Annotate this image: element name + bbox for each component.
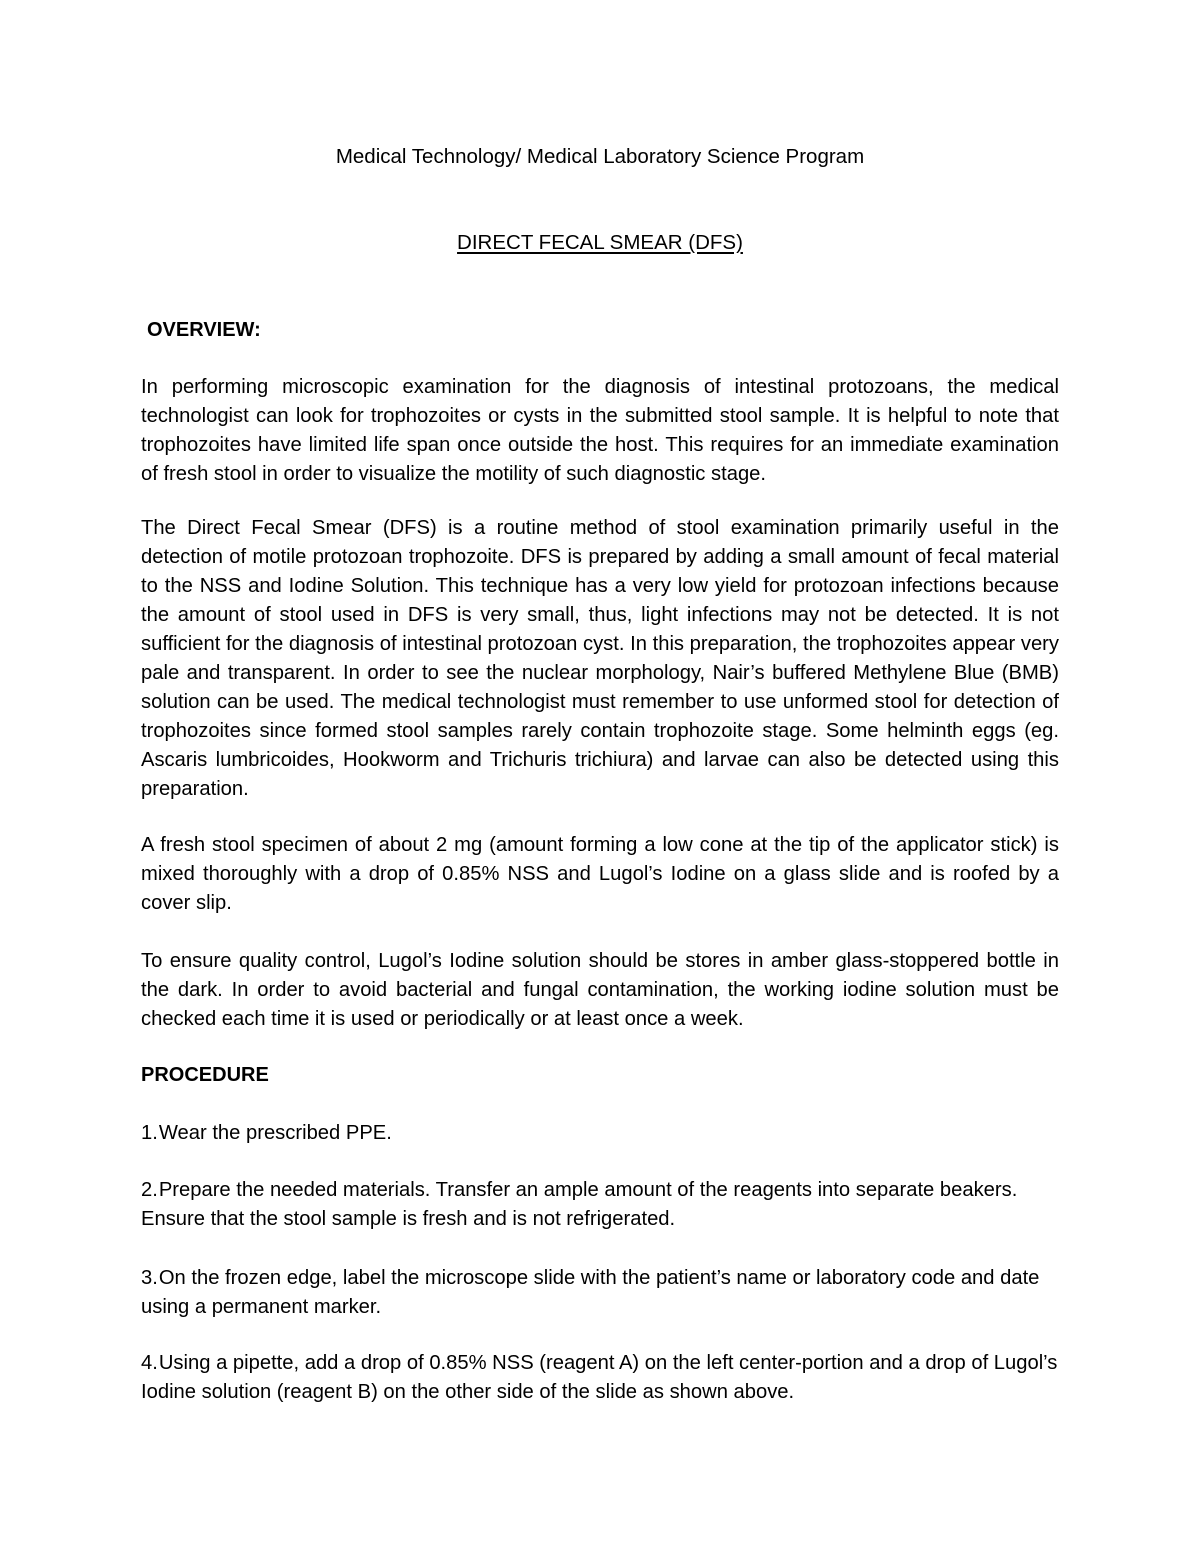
step-number: 1. xyxy=(141,1122,158,1144)
document-title: DIRECT FECAL SMEAR (DFS) xyxy=(457,231,743,254)
step-text: On the frozen edge, label the microscope slide with the patient’s name or laboratory code and date using a permanent marker. xyxy=(141,1267,1040,1318)
step-text: Using a pipette, add a drop of 0.85% NSS (reagent A) on the left center-portion and a drop of Lugol’s Iodine solution (reagent B) on the other side of the slide as shown above. xyxy=(141,1352,1058,1403)
overview-heading: OVERVIEW: xyxy=(147,319,261,341)
step-text: Prepare the needed materials. Transfer an ample amount of the reagents into separate beakers. Ensure that the stool sample is fresh and is not refrigerated. xyxy=(141,1179,1018,1230)
step-number: 3. xyxy=(141,1267,158,1289)
step-number: 2. xyxy=(141,1179,158,1201)
procedure-step-2 xyxy=(141,1176,1059,1234)
procedure-step-3 xyxy=(141,1264,1059,1322)
overview-paragraph-4: To ensure quality control, Lugol’s Iodine solution should be stores in amber glass-stoppered bottle in the dark. In order to avoid bacterial and fungal contamination, the working iodine solution must be checked each time it is used or periodically or at least once a week. xyxy=(141,950,1059,1030)
procedure-step-1 xyxy=(141,1119,1059,1148)
step-text: Wear the prescribed PPE. xyxy=(158,1122,392,1144)
program-title: Medical Technology/ Medical Laboratory Science Program xyxy=(335,145,865,168)
overview-paragraph-1: In performing microscopic examination for the diagnosis of intestinal protozoans, the medical technologist can look for trophozoites or cysts in the submitted stool sample. It is helpful to note that trophozoites have limited life span once outside the host. This requires for an immediate examination of fresh stool in order to visualize the motility of such diagnostic stage. xyxy=(141,376,1059,485)
overview-paragraph-3: A fresh stool specimen of about 2 mg (amount forming a low cone at the tip of the applicator stick) is mixed thoroughly with a drop of 0.85% NSS and Lugol’s Iodine on a glass slide and is roofed by a cover slip. xyxy=(141,834,1059,914)
procedure-heading: PROCEDURE xyxy=(141,1064,269,1086)
step-number: 4. xyxy=(141,1352,158,1374)
overview-paragraph-2: The Direct Fecal Smear (DFS) is a routine method of stool examination primarily useful in the detection of motile protozoan trophozoite. DFS is prepared by adding a small amount of fecal material to the NSS and Iodine Solution. This technique has a very low yield for protozoan infections because the amount of stool used in DFS is very small, thus, light infections may not be detected. It is not sufficient for the diagnosis of intestinal protozoan cyst. In this preparation, the trophozoites appear very pale and transparent. In order to see the nuclear morphology, Nair’s buffered Methylene Blue (BMB) solution can be used. The medical technologist must remember to use unformed stool for detection of trophozoites since formed stool samples rarely contain trophozoite stage. Some helminth eggs (eg. Ascaris lumbricoides, Hookworm and Trichuris trichiura) and larvae can also be detected using this preparation. xyxy=(141,517,1059,800)
procedure-step-4 xyxy=(141,1349,1059,1407)
